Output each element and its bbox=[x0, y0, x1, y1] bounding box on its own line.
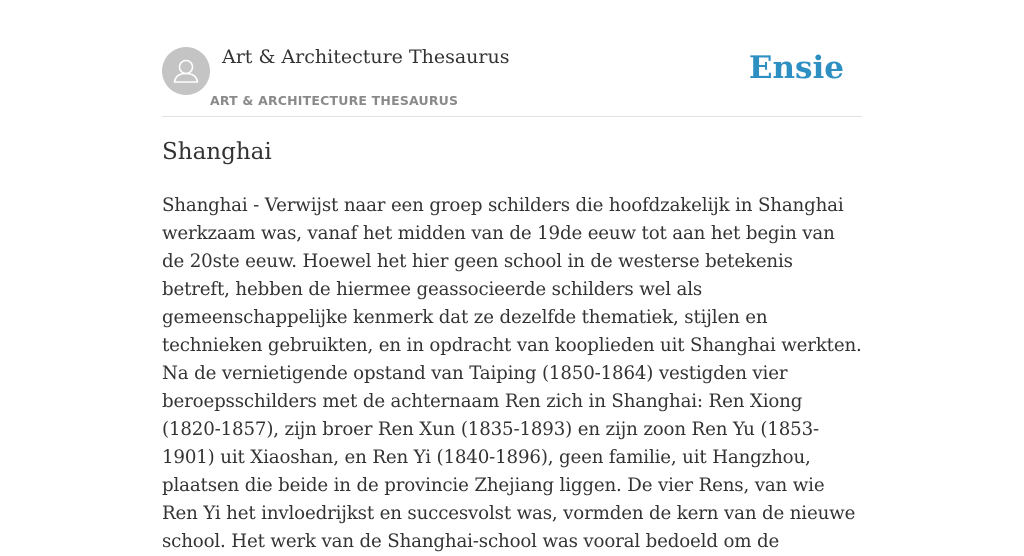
source-title[interactable]: Art & Architecture Thesaurus bbox=[222, 46, 510, 68]
page-container bbox=[162, 0, 862, 552]
entry-header bbox=[162, 0, 862, 117]
entry-body: Shanghai - Verwijst naar een groep schilders die hoofdzakelijk in Shanghai werkzaam was, vanaf het midden van de 19de eeuw tot aan het begin van de 20ste eeuw. Hoewel het hier geen school in de westerse betekenis betreft, hebben de hiermee geassocieerde schilders wel als gemeenschappelijke kenmerk dat ze dezelfde thematiek, stijlen en technieken gebruikten, en in opdracht van kooplieden uit Shanghai werkten. Na de vernietigende opstand van Taiping (1850-1864) vestigden vier beroepsschilders met de achternaam Ren zich in Shanghai: Ren Xiong (1820-1857), zijn broer Ren Xun (1835-1893) en zijn zoon Ren Yu (1853-1901) uit Xiaoshan, en Ren Yi (1840-1896), geen familie, uit Hangzhou, plaatsen die beide in de provincie Zhejiang liggen. De vier Rens, van wie Ren Yi het invloedrijkst en succesvolst was, vormden de kern van de nieuwe school. Het werk van de Shanghai-school was vooral bedoeld om de bbox=[162, 195, 862, 552]
user-icon bbox=[162, 47, 210, 95]
avatar[interactable] bbox=[162, 47, 210, 95]
entry-title: Shanghai bbox=[162, 139, 272, 165]
ensie-logo[interactable]: Ensie bbox=[748, 50, 844, 86]
source-subtitle[interactable]: ART & ARCHITECTURE THESAURUS bbox=[210, 93, 459, 108]
